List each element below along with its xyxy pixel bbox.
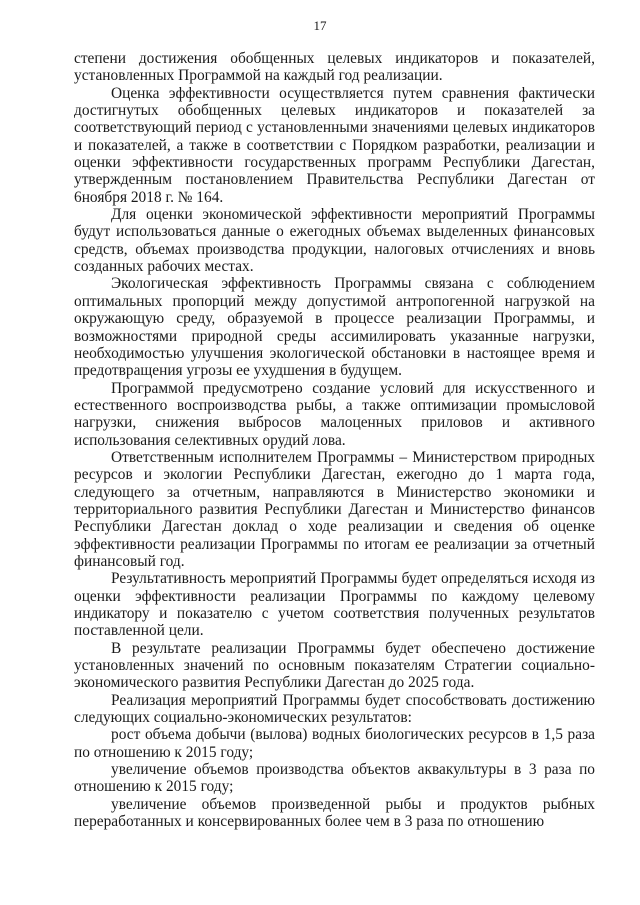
paragraph-economic-efficiency: Для оценки экономической эффективности мероприятий Программы будут использоваться данные о ежегодных объемах выделенных финансовых средств, объемах производства продукции, налоговых отчислениях и вновь созданных рабочих местах. [74, 206, 595, 276]
paragraph-ecological-efficiency: Экологическая эффективность Программы связана с соблюдением оптимальных пропорций между допустимой антропогенной нагрузкой на окружающую среду, образуемой в процессе реализации Программы, и возможностями природной среды ассимилировать указанные нагрузки, необходимостью улучшения экологической обстановки в настоящее время и предотвращения угрозы ее ухудшения в будущем. [74, 275, 595, 380]
paragraph-strategy-results: В результате реализации Программы будет обеспечено достижение установленных значений по основным показателям Стратегии социально-экономического развития Республики Дагестан до 2025 года. [74, 639, 595, 692]
paragraph-continuation: степени достижения обобщенных целевых индикаторов и показателей, установленных Программой на каждый год реализации. [74, 50, 595, 85]
paragraph-responsible-executor: Ответственным исполнителем Программы – Министерством природных ресурсов и экологии Республики Дагестан, ежегодно до 1 марта года, следующего за отчетным, направляются в Министерство экономики и территориального развития Республики Дагестан и Министерство финансов Республики Дагестан доклад о ходе реализации и сведения об оценке эффективности реализации Программы по итогам ее реализации за отчетный финансовый год. [74, 448, 595, 570]
page-number: 17 [313, 18, 327, 33]
paragraph-fish-reproduction: Программой предусмотрено создание условий для искусственного и естественного воспроизводства рыбы, а также оптимизации промысловой нагрузки, снижения выбросов малоценных приловов и активного использования селективных орудий лова. [74, 379, 595, 449]
paragraph-effectiveness: Результативность мероприятий Программы будет определяться исходя из оценки эффективности реализации Программы по каждому целевому индикатору и показателю с учетом соответствия полученных результатов поставленной цели. [74, 570, 595, 640]
list-item-fish-products-growth: увеличение объемов произведенной рыбы и продуктов рыбных переработанных и консервированных более чем в 3 раза по отношению [74, 795, 595, 831]
list-item-catch-growth: рост объема добычи (вылова) водных биологических ресурсов в 1,5 раза по отношению к 2015 году; [74, 726, 595, 761]
list-item-aquaculture-growth: увеличение объемов производства объектов аквакультуры в 3 раза по отношению к 2015 году; [74, 761, 595, 796]
paragraph-expected-results-intro: Реализация мероприятий Программы будет способствовать достижению следующих социально-экономических результатов: [74, 691, 595, 727]
paragraph-efficiency-assessment: Оценка эффективности осуществляется путем сравнения фактически достигнутых обобщенных целевых индикаторов и показателей за соответствующий период с установленными значениями целевых индикаторов и показателей, а также в соответствии с Порядком разработки, реализации и оценки эффективности государственных программ Республики Дагестан, утвержденным постановлением Правительства Республики Дагестан от 6ноября 2018 г. № 164. [74, 84, 595, 206]
document-body [74, 50, 595, 830]
